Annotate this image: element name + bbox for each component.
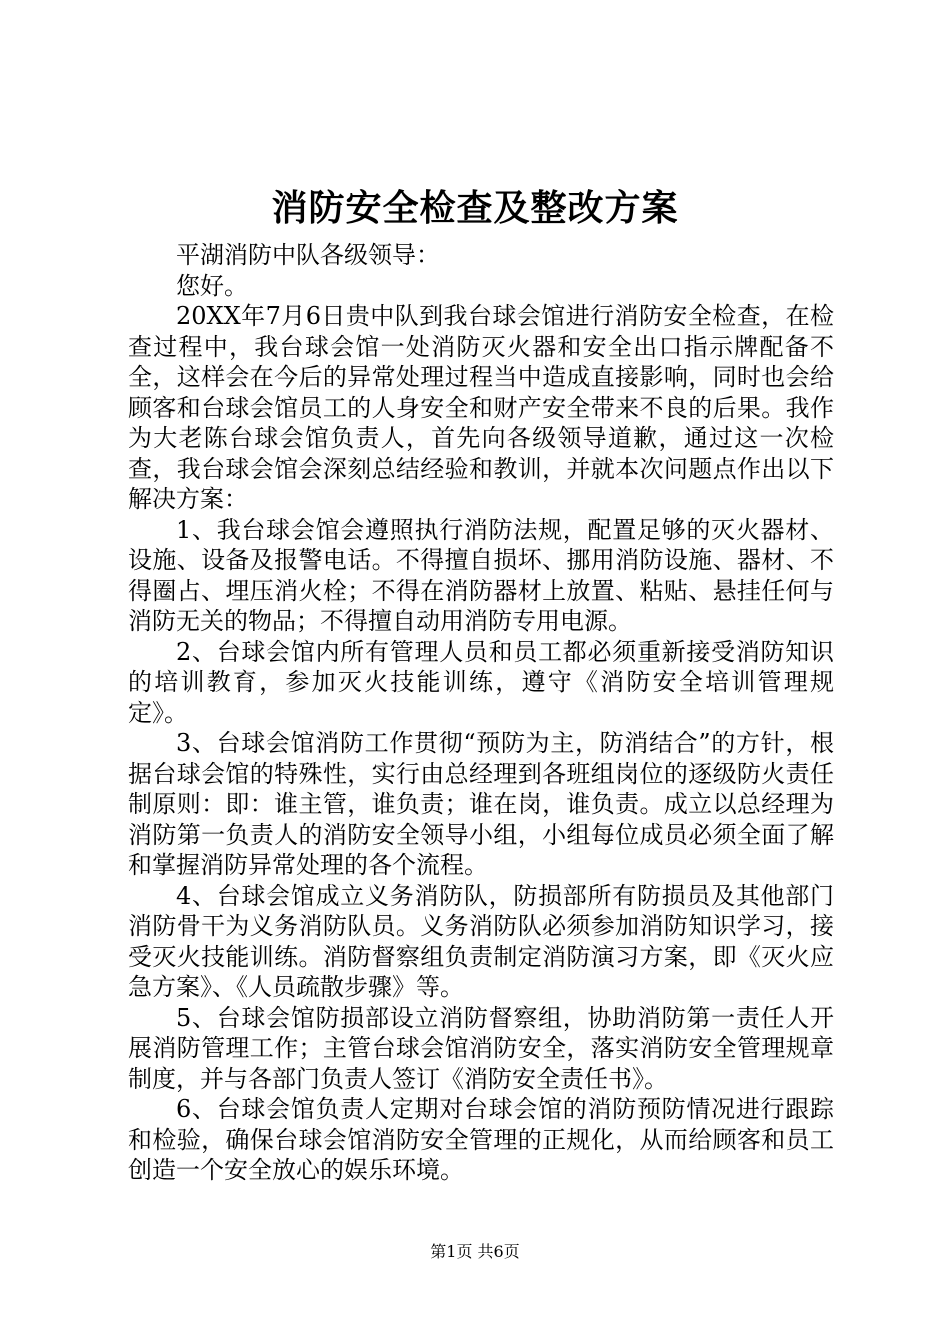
paragraph-intro: 20XX年7月6日贵中队到我台球会馆进行消防安全检查，在检查过程中，我台球会馆一处消防灭火器和安全出口指示牌配备不全，这样会在今后的异常处理过程当中造成直接影响，同时也会给顾客和台球会馆员工的人身安全和财产安全带来不良的后果。我作为大老陈台球会馆负责人，首先向各级领导道歉，通过这一次检查，我台球会馆会深刻总结经验和教训，并就本次问题点作出以下解决方案：: [128, 302, 834, 513]
paragraph-item-5: 5、台球会馆防损部设立消防督察组，协助消防第一责任人开展消防管理工作；主管台球会馆消防安全，落实消防安全管理规章制度，并与各部门负责人签订《消防安全责任书》。: [128, 1003, 834, 1093]
paragraph-item-6: 6、台球会馆负责人定期对台球会馆的消防预防情况进行跟踪和检验，确保台球会馆消防安全管理的正规化，从而给顾客和员工创造一个安全放心的娱乐环境。: [128, 1095, 834, 1184]
document-body: [128, 240, 834, 1186]
paragraph-item-1: 1、我台球会馆会遵照执行消防法规，配置足够的灭火器材、设施、设备及报警电话。不得擅自损坏、挪用消防设施、器材、不得圈占、埋压消火栓；不得在消防器材上放置、粘贴、悬挂任何与消防无关的物品；不得擅自动用消防专用电源。: [128, 515, 834, 635]
page-number-footer: 第1页 共6页: [430, 1242, 520, 1261]
document-title: 消防安全检查及整改方案: [271, 187, 679, 229]
paragraph-item-3: 3、台球会馆消防工作贯彻“预防为主，防消结合”的方针，根据台球会馆的特殊性，实行由总经理到各班组岗位的逐级防火责任制原则：即：谁主管，谁负责；谁在岗，谁负责。成立以总经理为消防第一负责人的消防安全领导小组，小组每位成员必须全面了解和掌握消防异常处理的各个流程。: [128, 729, 834, 879]
salutation: 平湖消防中队各级领导：: [176, 241, 440, 269]
paragraph-item-2: 2、台球会馆内所有管理人员和员工都必须重新接受消防知识的培训教育，参加灭火技能训练，遵守《消防安全培训管理规定》。: [128, 637, 834, 727]
paragraph-item-4: 4、台球会馆成立义务消防队，防损部所有防损员及其他部门消防骨干为义务消防队员。义务消防队必须参加消防知识学习，接受灭火技能训练。消防督察组负责制定消防演习方案，即《灭火应急方案》、《人员疏散步骤》等。: [128, 881, 834, 1001]
greeting: 您好。: [176, 271, 248, 300]
